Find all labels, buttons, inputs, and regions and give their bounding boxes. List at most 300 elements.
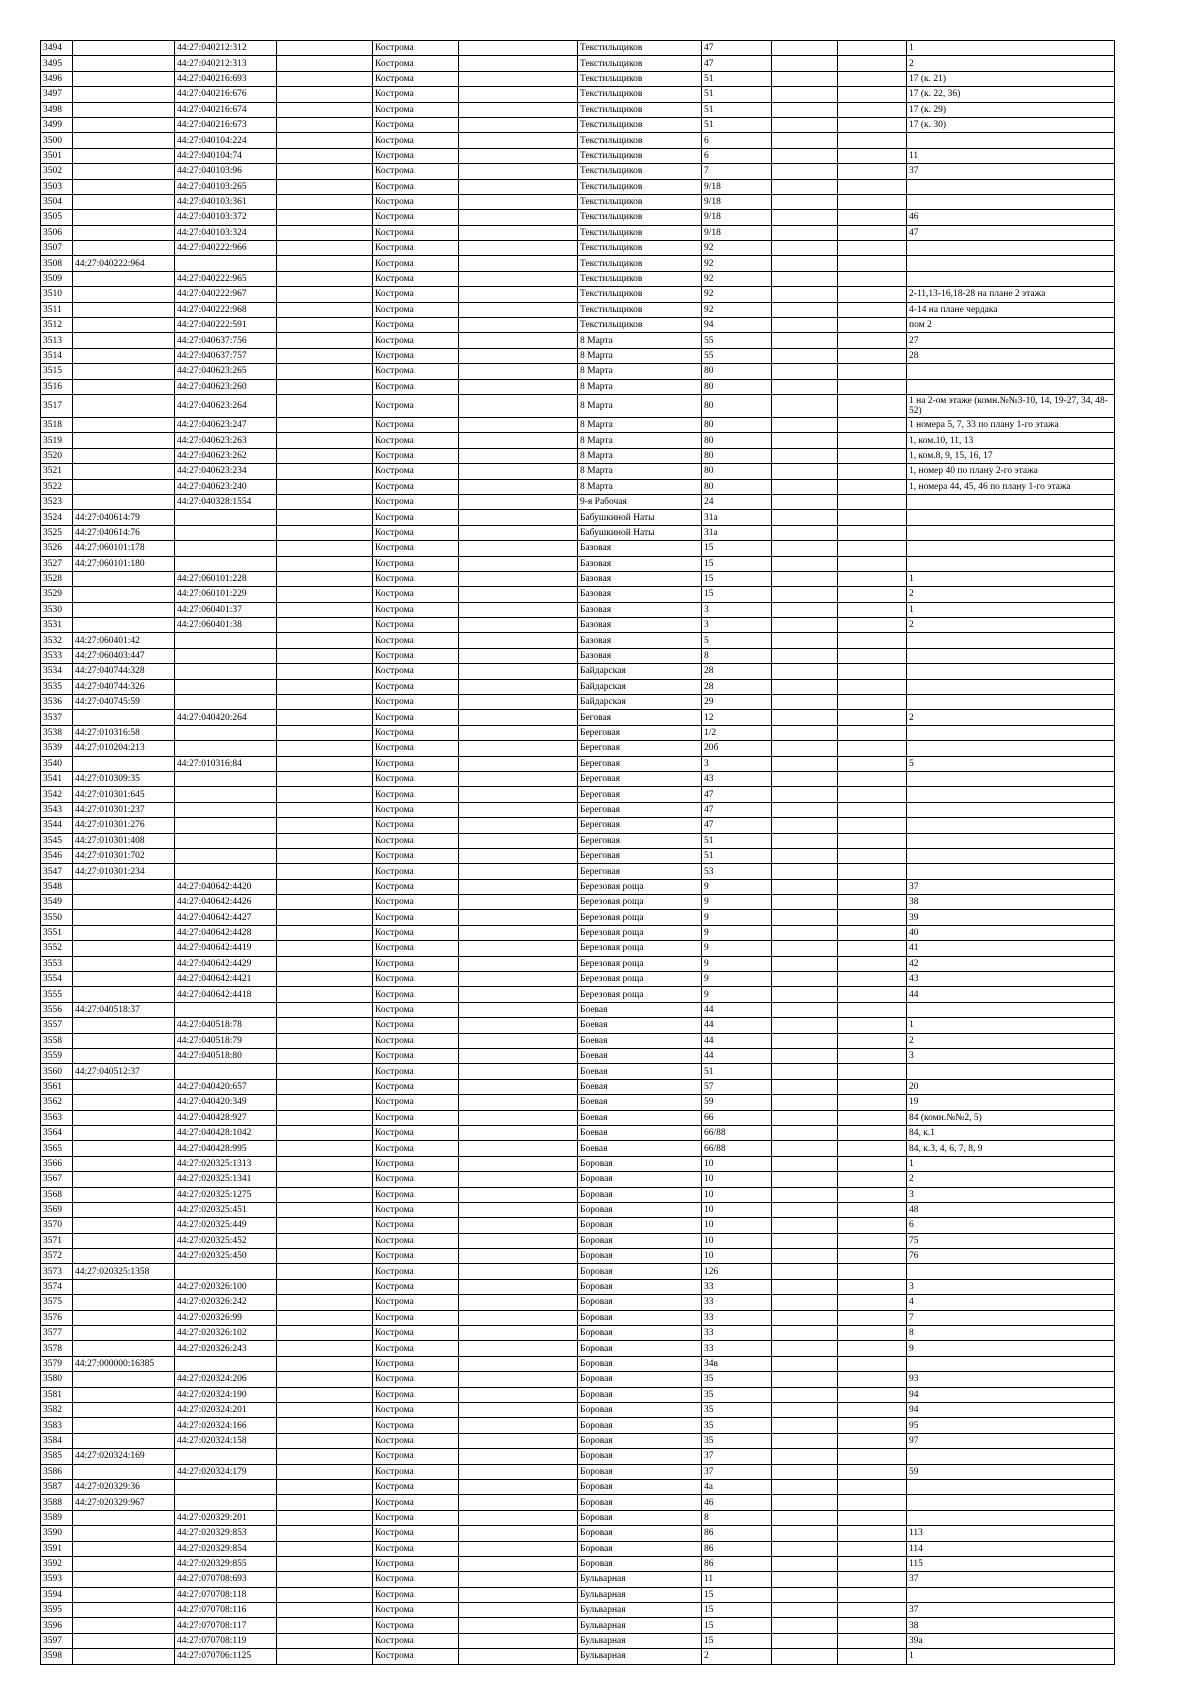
apartment-cell: 2 xyxy=(907,587,1115,602)
col-9-cell xyxy=(772,117,838,132)
col-10-cell xyxy=(838,848,907,863)
room-cadastral-number-cell xyxy=(175,864,277,879)
col-9-cell xyxy=(772,1249,838,1264)
col-9-cell xyxy=(772,741,838,756)
col-6-cell xyxy=(459,1172,578,1187)
apartment-cell: 20 xyxy=(907,1079,1115,1094)
room-cadastral-number-cell: 44:27:040104:74 xyxy=(175,148,277,163)
building-cadastral-number-cell: 44:27:010301:276 xyxy=(73,818,175,833)
building-cadastral-number-cell xyxy=(73,348,175,363)
row-number-cell: 3554 xyxy=(41,972,73,987)
col-4-cell xyxy=(277,464,373,479)
row-number-cell: 3569 xyxy=(41,1202,73,1217)
col-9-cell xyxy=(772,1433,838,1448)
col-10-cell xyxy=(838,1279,907,1294)
apartment-cell: 1 xyxy=(907,1156,1115,1171)
room-cadastral-number-cell: 44:27:040623:234 xyxy=(175,464,277,479)
col-4-cell xyxy=(277,910,373,925)
col-6-cell xyxy=(459,210,578,225)
apartment-cell: 37 xyxy=(907,1572,1115,1587)
room-cadastral-number-cell: 44:27:040518:80 xyxy=(175,1049,277,1064)
table-row xyxy=(41,433,1115,448)
apartment-cell: 9 xyxy=(907,1341,1115,1356)
room-cadastral-number-cell: 44:27:040420:657 xyxy=(175,1079,277,1094)
col-6-cell xyxy=(459,1002,578,1017)
col-10-cell xyxy=(838,1202,907,1217)
table-row xyxy=(41,41,1115,56)
table-row xyxy=(41,256,1115,271)
city-cell: Кострома xyxy=(373,1587,459,1602)
room-cadastral-number-cell: 44:27:040420:264 xyxy=(175,710,277,725)
building-cadastral-number-cell xyxy=(73,925,175,940)
house-number-cell: 35 xyxy=(702,1418,772,1433)
col-6-cell xyxy=(459,787,578,802)
room-cadastral-number-cell: 44:27:020325:451 xyxy=(175,1202,277,1217)
col-4-cell xyxy=(277,1049,373,1064)
col-4-cell xyxy=(277,525,373,540)
row-number-cell: 3515 xyxy=(41,364,73,379)
col-10-cell xyxy=(838,1125,907,1140)
street-cell: Базовая xyxy=(578,648,702,663)
room-cadastral-number-cell: 44:27:020325:1341 xyxy=(175,1172,277,1187)
cadastral-register-table xyxy=(40,40,1115,1665)
room-cadastral-number-cell: 44:27:040642:4429 xyxy=(175,956,277,971)
apartment-cell xyxy=(907,271,1115,286)
col-9-cell xyxy=(772,1187,838,1202)
col-4-cell xyxy=(277,1341,373,1356)
room-cadastral-number-cell: 44:27:040103:372 xyxy=(175,210,277,225)
building-cadastral-number-cell xyxy=(73,987,175,1002)
building-cadastral-number-cell xyxy=(73,1018,175,1033)
street-cell: 8 Марта xyxy=(578,479,702,494)
street-cell: Бульварная xyxy=(578,1649,702,1664)
house-number-cell: 8 xyxy=(702,648,772,663)
city-cell: Кострома xyxy=(373,541,459,556)
row-number-cell: 3533 xyxy=(41,648,73,663)
street-cell: Бабушкиной Наты xyxy=(578,525,702,540)
table-row xyxy=(41,1218,1115,1233)
table-row xyxy=(41,1526,1115,1541)
building-cadastral-number-cell: 44:27:060401:42 xyxy=(73,633,175,648)
table-row xyxy=(41,510,1115,525)
col-10-cell xyxy=(838,587,907,602)
building-cadastral-number-cell xyxy=(73,587,175,602)
col-6-cell xyxy=(459,179,578,194)
room-cadastral-number-cell xyxy=(175,787,277,802)
col-10-cell xyxy=(838,618,907,633)
street-cell: Береговая xyxy=(578,818,702,833)
col-4-cell xyxy=(277,664,373,679)
col-6-cell xyxy=(459,71,578,86)
apartment-cell xyxy=(907,1449,1115,1464)
street-cell: Боровая xyxy=(578,1418,702,1433)
col-4-cell xyxy=(277,1618,373,1633)
table-row xyxy=(41,333,1115,348)
building-cadastral-number-cell xyxy=(73,618,175,633)
col-4-cell xyxy=(277,1603,373,1618)
col-9-cell xyxy=(772,1603,838,1618)
col-9-cell xyxy=(772,1049,838,1064)
room-cadastral-number-cell: 44:27:070708:119 xyxy=(175,1633,277,1648)
col-9-cell xyxy=(772,802,838,817)
apartment-cell: 1 xyxy=(907,602,1115,617)
row-number-cell: 3596 xyxy=(41,1618,73,1633)
building-cadastral-number-cell xyxy=(73,1295,175,1310)
col-6-cell xyxy=(459,602,578,617)
row-number-cell: 3593 xyxy=(41,1572,73,1587)
row-number-cell: 3509 xyxy=(41,271,73,286)
building-cadastral-number-cell xyxy=(73,1418,175,1433)
building-cadastral-number-cell xyxy=(73,1079,175,1094)
col-6-cell xyxy=(459,956,578,971)
house-number-cell: 33 xyxy=(702,1295,772,1310)
col-10-cell xyxy=(838,1603,907,1618)
col-9-cell xyxy=(772,1233,838,1248)
room-cadastral-number-cell: 44:27:020325:449 xyxy=(175,1218,277,1233)
col-9-cell xyxy=(772,1541,838,1556)
col-10-cell xyxy=(838,633,907,648)
house-number-cell: 80 xyxy=(702,464,772,479)
table-row xyxy=(41,618,1115,633)
col-6-cell xyxy=(459,910,578,925)
col-6-cell xyxy=(459,618,578,633)
col-4-cell xyxy=(277,710,373,725)
col-4-cell xyxy=(277,818,373,833)
room-cadastral-number-cell: 44:27:020324:206 xyxy=(175,1372,277,1387)
city-cell: Кострома xyxy=(373,1233,459,1248)
row-number-cell: 3540 xyxy=(41,756,73,771)
table-row xyxy=(41,972,1115,987)
col-10-cell xyxy=(838,1156,907,1171)
room-cadastral-number-cell: 44:27:020329:854 xyxy=(175,1541,277,1556)
house-number-cell: 92 xyxy=(702,287,772,302)
col-6-cell xyxy=(459,648,578,663)
house-number-cell: 10 xyxy=(702,1156,772,1171)
apartment-cell: 1 xyxy=(907,1649,1115,1664)
col-10-cell xyxy=(838,379,907,394)
col-10-cell xyxy=(838,972,907,987)
room-cadastral-number-cell: 44:27:040642:4427 xyxy=(175,910,277,925)
city-cell: Кострома xyxy=(373,1433,459,1448)
building-cadastral-number-cell xyxy=(73,941,175,956)
col-9-cell xyxy=(772,494,838,509)
col-6-cell xyxy=(459,1264,578,1279)
table-row xyxy=(41,1249,1115,1264)
col-4-cell xyxy=(277,1187,373,1202)
house-number-cell: 35 xyxy=(702,1387,772,1402)
col-10-cell xyxy=(838,771,907,786)
street-cell: Базовая xyxy=(578,541,702,556)
street-cell: Боевая xyxy=(578,1095,702,1110)
col-9-cell xyxy=(772,541,838,556)
col-10-cell xyxy=(838,818,907,833)
col-4-cell xyxy=(277,802,373,817)
building-cadastral-number-cell: 44:27:040745:59 xyxy=(73,695,175,710)
street-cell: Береговая xyxy=(578,725,702,740)
street-cell: Боровая xyxy=(578,1387,702,1402)
room-cadastral-number-cell: 44:27:040103:96 xyxy=(175,164,277,179)
street-cell: Текстильщиков xyxy=(578,133,702,148)
table-row xyxy=(41,87,1115,102)
col-6-cell xyxy=(459,1125,578,1140)
street-cell: Текстильщиков xyxy=(578,287,702,302)
apartment-cell: 2 xyxy=(907,710,1115,725)
col-4-cell xyxy=(277,648,373,663)
street-cell: Текстильщиков xyxy=(578,241,702,256)
house-number-cell: 80 xyxy=(702,417,772,432)
row-number-cell: 3528 xyxy=(41,571,73,586)
room-cadastral-number-cell xyxy=(175,510,277,525)
house-number-cell: 4а xyxy=(702,1479,772,1494)
col-4-cell xyxy=(277,1279,373,1294)
col-10-cell xyxy=(838,1218,907,1233)
apartment-cell xyxy=(907,1479,1115,1494)
apartment-cell xyxy=(907,633,1115,648)
building-cadastral-number-cell xyxy=(73,1125,175,1140)
col-4-cell xyxy=(277,1125,373,1140)
apartment-cell xyxy=(907,787,1115,802)
col-6-cell xyxy=(459,1387,578,1402)
apartment-cell xyxy=(907,771,1115,786)
apartment-cell xyxy=(907,364,1115,379)
col-9-cell xyxy=(772,787,838,802)
building-cadastral-number-cell xyxy=(73,271,175,286)
col-6-cell xyxy=(459,1572,578,1587)
table-row xyxy=(41,464,1115,479)
room-cadastral-number-cell xyxy=(175,679,277,694)
city-cell: Кострома xyxy=(373,56,459,71)
row-number-cell: 3530 xyxy=(41,602,73,617)
city-cell: Кострома xyxy=(373,1418,459,1433)
col-6-cell xyxy=(459,1141,578,1156)
col-10-cell xyxy=(838,1464,907,1479)
col-10-cell xyxy=(838,148,907,163)
city-cell: Кострома xyxy=(373,1464,459,1479)
col-9-cell xyxy=(772,510,838,525)
row-number-cell: 3513 xyxy=(41,333,73,348)
col-9-cell xyxy=(772,1141,838,1156)
table-row xyxy=(41,987,1115,1002)
apartment-cell: 38 xyxy=(907,1618,1115,1633)
apartment-cell: 97 xyxy=(907,1433,1115,1448)
building-cadastral-number-cell xyxy=(73,1572,175,1587)
col-9-cell xyxy=(772,1110,838,1125)
col-6-cell xyxy=(459,695,578,710)
col-10-cell xyxy=(838,1049,907,1064)
table-row xyxy=(41,833,1115,848)
room-cadastral-number-cell: 44:27:020326:100 xyxy=(175,1279,277,1294)
room-cadastral-number-cell: 44:27:040637:757 xyxy=(175,348,277,363)
building-cadastral-number-cell: 44:27:010301:702 xyxy=(73,848,175,863)
table-row xyxy=(41,56,1115,71)
street-cell: Березовая роща xyxy=(578,972,702,987)
building-cadastral-number-cell: 44:27:040518:37 xyxy=(73,1002,175,1017)
street-cell: 8 Марта xyxy=(578,448,702,463)
row-number-cell: 3502 xyxy=(41,164,73,179)
building-cadastral-number-cell: 44:27:040614:79 xyxy=(73,510,175,525)
house-number-cell: 3 xyxy=(702,602,772,617)
street-cell: 8 Марта xyxy=(578,433,702,448)
house-number-cell: 28 xyxy=(702,664,772,679)
city-cell: Кострома xyxy=(373,1156,459,1171)
col-10-cell xyxy=(838,464,907,479)
apartment-cell: 76 xyxy=(907,1249,1115,1264)
house-number-cell: 10 xyxy=(702,1249,772,1264)
city-cell: Кострома xyxy=(373,348,459,363)
table-row xyxy=(41,1279,1115,1294)
col-9-cell xyxy=(772,1295,838,1310)
row-number-cell: 3591 xyxy=(41,1541,73,1556)
table-row xyxy=(41,1418,1115,1433)
col-10-cell xyxy=(838,1541,907,1556)
apartment-cell: 39а xyxy=(907,1633,1115,1648)
room-cadastral-number-cell xyxy=(175,1479,277,1494)
table-row xyxy=(41,1510,1115,1525)
col-10-cell xyxy=(838,179,907,194)
table-row xyxy=(41,1310,1115,1325)
col-9-cell xyxy=(772,417,838,432)
col-6-cell xyxy=(459,1402,578,1417)
col-4-cell xyxy=(277,1141,373,1156)
city-cell: Кострома xyxy=(373,494,459,509)
street-cell: 8 Марта xyxy=(578,417,702,432)
col-6-cell xyxy=(459,1556,578,1571)
street-cell: Базовая xyxy=(578,602,702,617)
house-number-cell: 47 xyxy=(702,818,772,833)
col-9-cell xyxy=(772,941,838,956)
col-10-cell xyxy=(838,194,907,209)
street-cell: Текстильщиков xyxy=(578,117,702,132)
apartment-cell: 59 xyxy=(907,1464,1115,1479)
col-6-cell xyxy=(459,848,578,863)
col-9-cell xyxy=(772,433,838,448)
city-cell: Кострома xyxy=(373,1387,459,1402)
room-cadastral-number-cell: 44:27:020329:853 xyxy=(175,1526,277,1541)
house-number-cell: 6 xyxy=(702,148,772,163)
col-4-cell xyxy=(277,1110,373,1125)
house-number-cell: 66/88 xyxy=(702,1141,772,1156)
city-cell: Кострома xyxy=(373,256,459,271)
col-9-cell xyxy=(772,179,838,194)
building-cadastral-number-cell: 44:27:040744:328 xyxy=(73,664,175,679)
street-cell: Текстильщиков xyxy=(578,225,702,240)
col-4-cell xyxy=(277,318,373,333)
city-cell: Кострома xyxy=(373,1310,459,1325)
room-cadastral-number-cell xyxy=(175,664,277,679)
city-cell: Кострома xyxy=(373,910,459,925)
table-row xyxy=(41,1479,1115,1494)
col-10-cell xyxy=(838,664,907,679)
room-cadastral-number-cell xyxy=(175,1064,277,1079)
col-9-cell xyxy=(772,41,838,56)
house-number-cell: 44 xyxy=(702,1018,772,1033)
col-6-cell xyxy=(459,364,578,379)
room-cadastral-number-cell: 44:27:040623:247 xyxy=(175,417,277,432)
col-6-cell xyxy=(459,1233,578,1248)
row-number-cell: 3501 xyxy=(41,148,73,163)
house-number-cell: 10 xyxy=(702,1233,772,1248)
city-cell: Кострома xyxy=(373,164,459,179)
room-cadastral-number-cell xyxy=(175,725,277,740)
col-10-cell xyxy=(838,133,907,148)
row-number-cell: 3534 xyxy=(41,664,73,679)
col-4-cell xyxy=(277,1587,373,1602)
table-row xyxy=(41,1156,1115,1171)
col-6-cell xyxy=(459,1649,578,1664)
street-cell: Байдарская xyxy=(578,695,702,710)
col-9-cell xyxy=(772,1064,838,1079)
apartment-cell xyxy=(907,695,1115,710)
building-cadastral-number-cell: 44:27:040744:326 xyxy=(73,679,175,694)
col-10-cell xyxy=(838,602,907,617)
room-cadastral-number-cell: 44:27:020325:450 xyxy=(175,1249,277,1264)
col-6-cell xyxy=(459,556,578,571)
col-4-cell xyxy=(277,494,373,509)
room-cadastral-number-cell: 44:27:040518:78 xyxy=(175,1018,277,1033)
apartment-cell: 93 xyxy=(907,1372,1115,1387)
col-10-cell xyxy=(838,256,907,271)
street-cell: Береговая xyxy=(578,864,702,879)
col-10-cell xyxy=(838,1633,907,1648)
table-row xyxy=(41,571,1115,586)
street-cell: Байдарская xyxy=(578,679,702,694)
row-number-cell: 3497 xyxy=(41,87,73,102)
house-number-cell: 92 xyxy=(702,271,772,286)
room-cadastral-number-cell: 44:27:040212:312 xyxy=(175,41,277,56)
col-10-cell xyxy=(838,741,907,756)
col-9-cell xyxy=(772,87,838,102)
row-number-cell: 3581 xyxy=(41,1387,73,1402)
house-number-cell: 80 xyxy=(702,394,772,417)
col-9-cell xyxy=(772,133,838,148)
row-number-cell: 3505 xyxy=(41,210,73,225)
col-4-cell xyxy=(277,1310,373,1325)
table-row xyxy=(41,1356,1115,1371)
house-number-cell: 9/18 xyxy=(702,194,772,209)
col-10-cell xyxy=(838,318,907,333)
house-number-cell: 9 xyxy=(702,941,772,956)
col-10-cell xyxy=(838,117,907,132)
room-cadastral-number-cell: 44:27:020324:158 xyxy=(175,1433,277,1448)
street-cell: Текстильщиков xyxy=(578,56,702,71)
city-cell: Кострома xyxy=(373,71,459,86)
street-cell: Текстильщиков xyxy=(578,164,702,179)
col-6-cell xyxy=(459,1095,578,1110)
city-cell: Кострома xyxy=(373,1187,459,1202)
col-10-cell xyxy=(838,1449,907,1464)
col-10-cell xyxy=(838,1587,907,1602)
table-row xyxy=(41,925,1115,940)
col-9-cell xyxy=(772,910,838,925)
row-number-cell: 3559 xyxy=(41,1049,73,1064)
building-cadastral-number-cell xyxy=(73,464,175,479)
street-cell: Текстильщиков xyxy=(578,71,702,86)
row-number-cell: 3573 xyxy=(41,1264,73,1279)
city-cell: Кострома xyxy=(373,302,459,317)
city-cell: Кострома xyxy=(373,433,459,448)
city-cell: Кострома xyxy=(373,179,459,194)
building-cadastral-number-cell xyxy=(73,1649,175,1664)
col-4-cell xyxy=(277,1356,373,1371)
row-number-cell: 3523 xyxy=(41,494,73,509)
col-10-cell xyxy=(838,879,907,894)
street-cell: 8 Марта xyxy=(578,333,702,348)
apartment-cell: 19 xyxy=(907,1095,1115,1110)
table-row xyxy=(41,148,1115,163)
col-9-cell xyxy=(772,771,838,786)
street-cell: Бульварная xyxy=(578,1633,702,1648)
room-cadastral-number-cell: 44:27:070708:118 xyxy=(175,1587,277,1602)
